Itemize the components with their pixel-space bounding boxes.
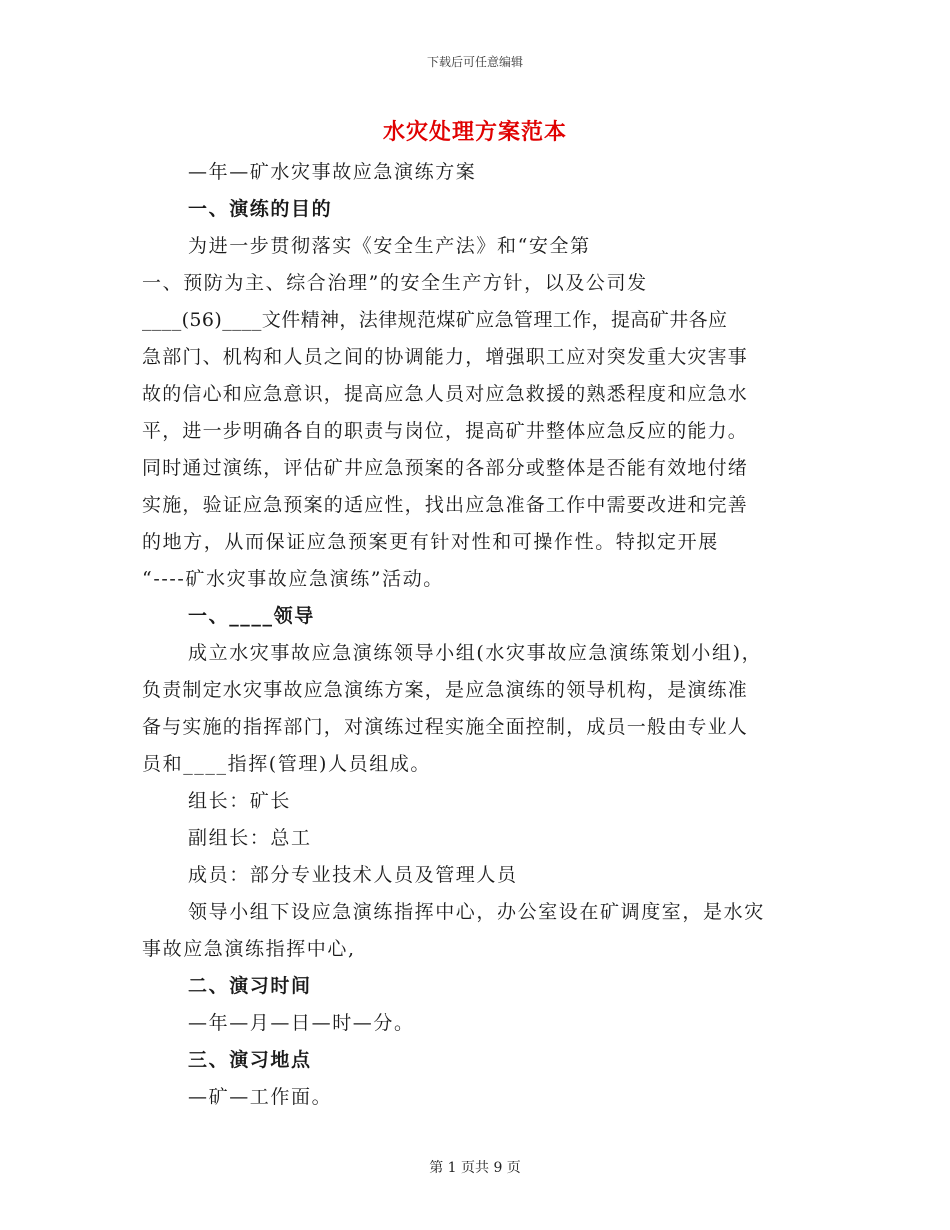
document-title: 水灾处理方案范本 (382, 119, 567, 145)
page-footer: 第 1 页共 9 页 (429, 1160, 521, 1176)
body-line: 实施，验证应急预案的适应性，找出应急准备工作中需要改进和完善 (142, 494, 749, 516)
body-line: 为进一步贯彻落实《安全生产法》和“安全第 (188, 235, 591, 257)
body-line: ____(56)____文件精神，法律规范煤矿应急管理工作，提高矿井各应 (142, 309, 728, 331)
body-line: 成员：部分专业技术人员及管理人员 (188, 864, 518, 886)
body-line: —年—矿水灾事故应急演练方案 (188, 161, 477, 183)
body-line: 领导小组下设应急演练指挥中心，办公室设在矿调度室，是水灾 (188, 901, 765, 923)
body-line: 的地方，从而保证应急预案更有针对性和可操作性。特拟定开展 (142, 531, 719, 553)
body-line: —矿—工作面。 (188, 1086, 333, 1108)
section-heading: 一、演练的目的 (188, 198, 333, 220)
body-line: 急部门、机构和人员之间的协调能力，增强职工应对突发重大灾害事 (142, 346, 749, 368)
body-line: 故的信心和应急意识，提高应急人员对应急救援的熟悉程度和应急水 (142, 383, 749, 405)
section-heading: 二、演习时间 (188, 975, 312, 997)
body-line: 备与实施的指挥部门，对演练过程实施全面控制，成员一般由专业人 (142, 716, 749, 738)
section-heading: 一、____领导 (188, 605, 315, 627)
body-line: 平，进一步明确各自的职责与岗位，提高矿井整体应急反应的能力。 (142, 420, 749, 442)
body-line: 事故应急演练指挥中心, (142, 938, 356, 960)
body-line: —年—月—日—时—分。 (188, 1012, 415, 1034)
body-line: 员和____指挥(管理)人员组成。 (142, 753, 432, 775)
body-line: 副组长：总工 (188, 827, 312, 849)
section-heading: 三、演习地点 (188, 1049, 312, 1071)
body-line: 组长：矿长 (188, 790, 292, 812)
body-line: 负责制定水灾事故应急演练方案，是应急演练的领导机构，是演练准 (142, 679, 749, 701)
body-line: 成立水灾事故应急演练领导小组(水灾事故应急演练策划小组)， (188, 642, 763, 664)
body-line: 同时通过演练，评估矿井应急预案的各部分或整体是否能有效地付绪 (142, 457, 749, 479)
body-line: 一、预防为主、综合治理”的安全生产方针，以及公司发 (142, 272, 648, 294)
body-line: “----矿水灾事故应急演练”活动。 (142, 568, 444, 590)
page-header-note: 下载后可任意编辑 (426, 55, 523, 69)
